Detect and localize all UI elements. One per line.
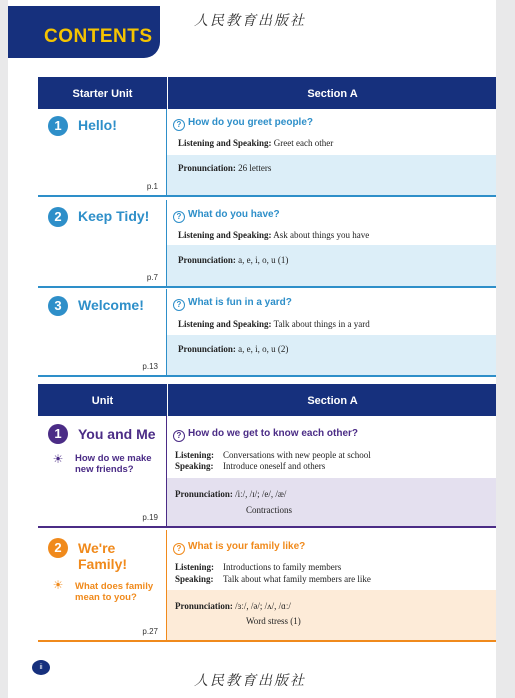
speaking-label: Speaking: (175, 574, 214, 584)
pronunciation-line (178, 163, 271, 173)
pronunciation-band (167, 245, 496, 286)
listening-speaking-line (178, 230, 369, 240)
starter-table-header (38, 77, 496, 109)
pr-text: /ɜː/, /ə/; /ʌ/, /ɑː/ (232, 601, 291, 611)
key-question (173, 117, 313, 131)
section-a-cell (167, 109, 496, 195)
row-divider (38, 286, 496, 288)
section-a-cell (167, 289, 496, 375)
page-reference: p.27 (142, 627, 158, 636)
ls-label: Listening and Speaking: (178, 138, 272, 148)
starter-unit-row (38, 109, 496, 195)
listening-line (175, 450, 371, 460)
key-question (173, 428, 358, 442)
pronunciation-band (167, 335, 496, 375)
starter-col-header: Starter Unit (72, 88, 133, 100)
listening-label: Listening: (175, 450, 215, 460)
unit-number-badge: 2 (48, 207, 68, 227)
starter-unit-row (38, 200, 496, 286)
unit-title-link[interactable]: Hello! (78, 117, 117, 133)
starter-unit-row (38, 289, 496, 375)
pr-text: a, e, i, o, u (1) (235, 255, 289, 265)
unit-title-link[interactable]: You and Me (78, 426, 156, 442)
listening-line (175, 562, 341, 572)
ls-label: Listening and Speaking: (178, 319, 272, 329)
big-question: How do we make new friends? (75, 453, 152, 475)
section-a-col-header: Section A (167, 77, 497, 109)
pronunciation-band (167, 155, 496, 195)
key-question-text: What is fun in a yard? (188, 297, 292, 308)
listening-speaking-line (178, 138, 333, 148)
pronunciation-line (175, 601, 291, 611)
section-a-cell (167, 200, 496, 286)
row-divider (38, 195, 496, 197)
unit-row (38, 530, 496, 640)
pr-label: Pronunciation: (175, 489, 233, 499)
ls-text: Ask about things you have (271, 230, 370, 240)
publisher-logo-top: 人民教育出版社 (194, 13, 306, 29)
contents-title: CONTENTS (44, 26, 153, 47)
pr-label: Pronunciation: (178, 163, 236, 173)
publisher-logo-bottom: 人民教育出版社 (194, 673, 306, 689)
pr-label: Pronunciation: (178, 255, 236, 265)
contents-tab (8, 6, 160, 58)
page-number-badge: ii (32, 660, 50, 675)
row-divider (38, 640, 496, 642)
section-a-cell (167, 416, 496, 526)
pronunciation-line-2: Contractions (246, 505, 292, 515)
listening-speaking-line (178, 319, 370, 329)
key-question (173, 541, 305, 555)
row-divider (38, 526, 496, 528)
pronunciation-line (178, 255, 288, 265)
speaking-text: Talk about what family members are like (223, 574, 371, 584)
section-a-col-header: Section A (167, 384, 497, 416)
speaking-label: Speaking: (175, 461, 214, 471)
question-icon: ? (173, 543, 185, 555)
starter-unit-title-cell (38, 109, 167, 195)
ls-label: Listening and Speaking: (178, 230, 272, 240)
lightbulb-icon: ☀ (52, 578, 64, 592)
row-divider (38, 375, 496, 377)
question-icon: ? (173, 211, 185, 223)
key-question (173, 297, 292, 311)
pr-text: /iː/, /ɪ/; /e/, /æ/ (232, 489, 287, 499)
speaking-line (175, 461, 325, 471)
pronunciation-band (167, 590, 496, 640)
unit-col-header: Unit (91, 395, 114, 407)
listening-label: Listening: (175, 562, 215, 572)
key-question (173, 209, 280, 223)
pr-text: a, e, i, o, u (2) (235, 344, 289, 354)
unit-title-link[interactable]: We're Family! (78, 540, 128, 572)
listening-text: Introductions to family members (223, 562, 342, 572)
speaking-line (175, 574, 371, 584)
page-reference: p.1 (146, 182, 158, 191)
unit-number-badge: 3 (48, 296, 68, 316)
key-question-text: What do you have? (188, 209, 280, 220)
starter-unit-title-cell (38, 289, 167, 375)
unit-title-link[interactable]: Welcome! (78, 297, 144, 313)
unit-title-cell (38, 530, 167, 640)
question-icon: ? (173, 430, 185, 442)
unit-title-link[interactable]: Keep Tidy! (78, 208, 150, 224)
pronunciation-band (167, 478, 496, 526)
unit-number-badge: 2 (48, 538, 68, 558)
big-question: What does family mean to you? (75, 581, 154, 603)
page-reference: p.19 (142, 513, 158, 522)
page-reference: p.13 (142, 362, 158, 371)
unit-title-cell (38, 416, 167, 526)
starter-unit-title-cell (38, 200, 167, 286)
question-icon: ? (173, 119, 185, 131)
unit-row (38, 416, 496, 526)
ls-text: Greet each other (271, 138, 334, 148)
pronunciation-line-2: Word stress (1) (246, 616, 301, 626)
question-icon: ? (173, 299, 185, 311)
unit-number-badge: 1 (48, 424, 68, 444)
pronunciation-line (178, 344, 288, 354)
section-a-cell (167, 530, 496, 640)
pr-label: Pronunciation: (178, 344, 236, 354)
key-question-text: How do you greet people? (188, 117, 314, 128)
key-question-text: What is your family like? (188, 541, 306, 552)
lightbulb-icon: ☀ (52, 452, 64, 466)
pr-label: Pronunciation: (175, 601, 233, 611)
textbook-page (8, 0, 496, 698)
pr-text: 26 letters (235, 163, 272, 173)
page-reference: p.7 (146, 273, 158, 282)
listening-text: Conversations with new people at school (223, 450, 371, 460)
speaking-text: Introduce oneself and others (223, 461, 326, 471)
key-question-text: How do we get to know each other? (188, 428, 359, 439)
unit-table-header (38, 384, 496, 416)
unit-number-badge: 1 (48, 116, 68, 136)
ls-text: Talk about things in a yard (271, 319, 370, 329)
pronunciation-line (175, 489, 286, 499)
